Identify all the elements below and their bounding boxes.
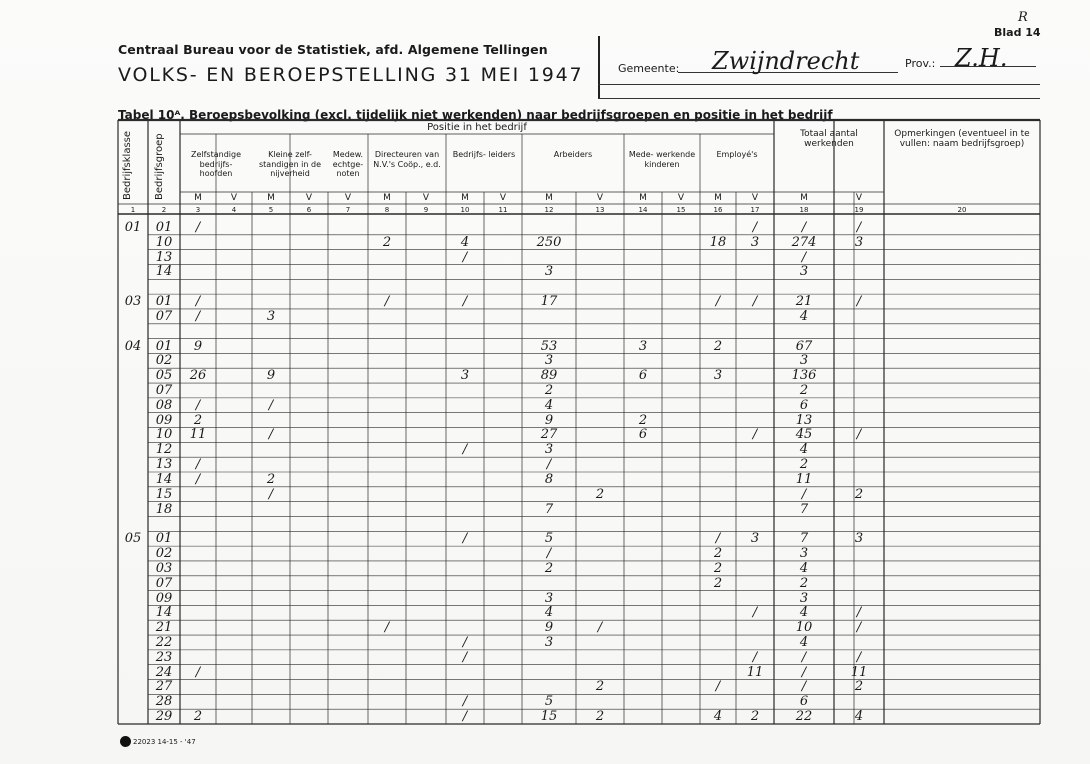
- mv-label: V: [305, 193, 313, 203]
- zelfstandige-header: Zelfstandige bedrijfs- hoofden: [190, 150, 242, 178]
- bedrijfsgroep-cell: 24: [155, 664, 173, 680]
- data-cell: 9: [544, 412, 554, 428]
- data-cell: /: [462, 294, 468, 310]
- bedrijfsgroep-cell: 07: [155, 575, 173, 591]
- column-number: 1: [130, 206, 136, 214]
- data-cell: 3: [799, 546, 809, 562]
- data-cell: 2: [713, 338, 723, 354]
- data-cell: 3: [750, 234, 760, 250]
- data-cell: 11: [189, 427, 207, 443]
- data-cell: 3: [544, 442, 554, 458]
- bedrijfsgroep-cell: 18: [155, 501, 173, 517]
- data-cell: 3: [638, 338, 648, 354]
- employes-header: Employé's: [716, 150, 758, 159]
- data-cell: /: [195, 294, 201, 310]
- bedrijfsgroep-cell: 13: [155, 457, 173, 473]
- mv-label: V: [422, 193, 430, 203]
- mv-label: M: [194, 193, 202, 203]
- data-cell: 89: [540, 368, 558, 384]
- data-cell: /: [856, 620, 862, 636]
- data-cell: /: [462, 442, 468, 458]
- data-cell: /: [801, 219, 807, 235]
- data-cell: 11: [795, 471, 813, 487]
- arbeiders-header: Arbeiders: [553, 150, 593, 159]
- data-cell: 2: [799, 575, 809, 591]
- mv-label: M: [800, 193, 808, 203]
- column-number: 7: [345, 206, 351, 214]
- bedrijfsgroep-cell: 10: [155, 234, 173, 250]
- mv-label: M: [267, 193, 275, 203]
- data-cell: 2: [595, 709, 605, 725]
- bedrijfsgroep-cell: 01: [155, 294, 173, 310]
- data-cell: 2: [713, 546, 723, 562]
- data-cell: /: [546, 457, 552, 473]
- bedrijfsgroep-cell: 21: [155, 620, 173, 636]
- data-cell: 9: [193, 338, 203, 354]
- column-number: 15: [676, 206, 686, 214]
- gemeente-label: Gemeente:: [618, 62, 680, 75]
- data-cell: /: [195, 397, 201, 413]
- data-cell: 7: [544, 501, 554, 517]
- column-number: 17: [750, 206, 760, 214]
- mv-label: V: [596, 193, 604, 203]
- mv-label: V: [499, 193, 507, 203]
- data-cell: 2: [595, 679, 605, 695]
- data-cell: /: [715, 679, 721, 695]
- bedrijfsklasse-cell: 03: [124, 294, 142, 310]
- data-cell: 3: [544, 353, 554, 369]
- bedrijfsgroep-cell: 07: [155, 382, 173, 398]
- bedrijfsklasse-cell: 01: [124, 219, 142, 235]
- bedrijfsgroep-cell: 05: [155, 368, 173, 384]
- data-cell: /: [462, 709, 468, 725]
- data-cell: 4: [544, 397, 554, 413]
- data-cell: 3: [854, 531, 864, 547]
- data-cell: 4: [460, 234, 470, 250]
- data-cell: 5: [544, 694, 554, 710]
- data-cell: 274: [791, 234, 817, 250]
- data-cell: /: [195, 308, 201, 324]
- printer-logo-icon: [120, 736, 131, 747]
- data-cell: 2: [854, 486, 864, 502]
- data-cell: /: [597, 620, 603, 636]
- bedrijfsgroep-cell: 01: [155, 338, 173, 354]
- data-cell: 4: [799, 560, 809, 576]
- medewerkende-echtgenoten-header: Medew. echtge- noten: [332, 150, 364, 178]
- data-cell: 9: [266, 368, 276, 384]
- data-cell: 2: [750, 709, 760, 725]
- data-cell: 6: [799, 694, 809, 710]
- mv-label: M: [714, 193, 722, 203]
- mv-label: M: [383, 193, 391, 203]
- bedrijfsgroep-cell: 07: [155, 308, 173, 324]
- bedrijfsklasse-header: Bedrijfsklasse: [122, 130, 133, 200]
- bedrijfsgroep-cell: 29: [155, 709, 173, 725]
- data-cell: 9: [544, 620, 554, 636]
- blad-number: Blad 14: [994, 26, 1041, 39]
- data-cell: /: [715, 294, 721, 310]
- data-cell: /: [195, 457, 201, 473]
- bedrijfsgroep-cell: 14: [155, 264, 173, 280]
- data-cell: 2: [382, 234, 392, 250]
- data-cell: 250: [536, 234, 562, 250]
- data-cell: 2: [544, 560, 554, 576]
- column-number: 5: [268, 206, 274, 214]
- data-cell: 11: [746, 664, 764, 680]
- data-cell: 2: [193, 412, 203, 428]
- column-number: 16: [713, 206, 723, 214]
- data-cell: /: [546, 546, 552, 562]
- column-number: 8: [384, 206, 390, 214]
- opmerkingen-header: Opmerkingen (eventueel in te vullen: naam bedrijfsgroep): [894, 129, 1030, 149]
- data-cell: 4: [799, 308, 809, 324]
- data-cell: 3: [799, 590, 809, 606]
- data-cell: 2: [595, 486, 605, 502]
- directeuren-header: Directeuren van N.V.'s Coöp., e.d.: [373, 150, 441, 169]
- column-number: 20: [957, 206, 967, 214]
- bedrijfsgroep-cell: 15: [155, 486, 173, 502]
- bedrijfsgroep-cell: 08: [155, 397, 173, 413]
- mv-label: V: [230, 193, 238, 203]
- bedrijfsgroep-cell: 14: [155, 605, 173, 621]
- data-cell: 3: [544, 590, 554, 606]
- bedrijfsgroep-cell: 01: [155, 219, 173, 235]
- bedrijfsgroep-cell: 03: [155, 560, 173, 576]
- column-number: 12: [544, 206, 554, 214]
- mv-label: V: [677, 193, 685, 203]
- column-number: 19: [854, 206, 864, 214]
- positie-header: Positie in het bedrijf: [427, 122, 527, 133]
- data-cell: /: [195, 664, 201, 680]
- column-number: 11: [498, 206, 508, 214]
- data-cell: /: [856, 294, 862, 310]
- bedrijfsgroep-cell: 22: [155, 634, 173, 650]
- data-cell: 3: [854, 234, 864, 250]
- data-cell: 4: [854, 709, 864, 725]
- data-cell: /: [856, 649, 862, 665]
- data-cell: /: [856, 427, 862, 443]
- bedrijfsgroep-cell: 12: [155, 442, 173, 458]
- data-cell: /: [462, 249, 468, 265]
- data-cell: 3: [544, 634, 554, 650]
- data-cell: 18: [709, 234, 727, 250]
- data-cell: /: [752, 649, 758, 665]
- form-title: VOLKS- EN BEROEPSTELLING 31 MEI 1947: [118, 64, 584, 86]
- column-number: 18: [799, 206, 809, 214]
- data-cell: 22: [795, 709, 813, 725]
- bedrijfsgroep-cell: 09: [155, 412, 173, 428]
- data-cell: 4: [544, 605, 554, 621]
- mv-label: M: [639, 193, 647, 203]
- data-cell: /: [384, 620, 390, 636]
- table-title: Tabel 10ᴬ. Beroepsbevolking (excl. tijdelijk niet werkenden) naar bedrijfsgroepen en positie in het bedrijf: [118, 108, 833, 122]
- data-cell: 2: [638, 412, 648, 428]
- data-cell: /: [715, 531, 721, 547]
- data-cell: 3: [266, 308, 276, 324]
- column-number: 13: [595, 206, 605, 214]
- data-cell: 2: [799, 382, 809, 398]
- data-cell: 2: [193, 709, 203, 725]
- gemeente-value: Zwijndrecht: [712, 47, 860, 75]
- data-cell: /: [462, 649, 468, 665]
- column-number: 10: [460, 206, 470, 214]
- mv-label: V: [751, 193, 759, 203]
- data-cell: 4: [799, 442, 809, 458]
- column-number: 14: [638, 206, 648, 214]
- data-cell: /: [856, 219, 862, 235]
- data-cell: 3: [713, 368, 723, 384]
- data-cell: /: [384, 294, 390, 310]
- column-number: 2: [161, 206, 167, 214]
- data-cell: 10: [795, 620, 813, 636]
- data-cell: 2: [799, 457, 809, 473]
- data-cell: 7: [799, 501, 809, 517]
- data-cell: 3: [799, 264, 809, 280]
- data-cell: 4: [799, 634, 809, 650]
- totaal-header: Totaal aantal werkenden: [800, 129, 858, 149]
- data-cell: 3: [460, 368, 470, 384]
- bedrijfsgroep-cell: 09: [155, 590, 173, 606]
- mv-label: M: [461, 193, 469, 203]
- data-cell: 2: [713, 575, 723, 591]
- data-cell: /: [462, 634, 468, 650]
- data-cell: /: [268, 397, 274, 413]
- data-cell: 8: [544, 471, 554, 487]
- prov-label: Prov.:: [905, 57, 936, 70]
- data-cell: 136: [791, 368, 817, 384]
- data-cell: 2: [713, 560, 723, 576]
- column-number: 4: [231, 206, 237, 214]
- bedrijfsgroep-cell: 02: [155, 353, 173, 369]
- data-cell: 27: [540, 427, 558, 443]
- data-cell: /: [801, 649, 807, 665]
- column-number: 3: [195, 206, 201, 214]
- column-number: 6: [306, 206, 312, 214]
- data-cell: /: [752, 219, 758, 235]
- bedrijfsgroep-cell: 10: [155, 427, 173, 443]
- data-cell: 53: [540, 338, 558, 354]
- data-cell: /: [801, 249, 807, 265]
- column-number: 9: [423, 206, 429, 214]
- bedrijfsklasse-cell: 05: [124, 531, 142, 547]
- bedrijfsgroep-cell: 14: [155, 471, 173, 487]
- bedrijfsgroep-cell: 01: [155, 531, 173, 547]
- data-cell: 3: [799, 353, 809, 369]
- data-cell: /: [801, 664, 807, 680]
- mv-label: V: [344, 193, 352, 203]
- data-cell: /: [752, 294, 758, 310]
- data-cell: 3: [544, 264, 554, 280]
- bedrijfsleiders-header: Bedrijfs- leiders: [452, 150, 516, 159]
- data-cell: /: [801, 486, 807, 502]
- data-cell: /: [752, 427, 758, 443]
- data-cell: /: [462, 694, 468, 710]
- bedrijfsgroep-cell: 27: [155, 679, 173, 695]
- data-cell: 2: [266, 471, 276, 487]
- data-cell: 6: [638, 368, 648, 384]
- data-cell: 11: [850, 664, 868, 680]
- bedrijfsgroep-cell: 28: [155, 694, 173, 710]
- data-cell: 7: [799, 531, 809, 547]
- blad-mark: R: [1018, 10, 1028, 25]
- bedrijfsklasse-cell: 04: [124, 338, 142, 354]
- mv-label: M: [545, 193, 553, 203]
- data-cell: 6: [638, 427, 648, 443]
- data-cell: 13: [795, 412, 813, 428]
- data-cell: /: [856, 605, 862, 621]
- data-cell: /: [195, 219, 201, 235]
- bedrijfsgroep-cell: 23: [155, 649, 173, 665]
- data-cell: /: [462, 531, 468, 547]
- data-cell: 6: [799, 397, 809, 413]
- kleine-zelfstandigen-header: Kleine zelf- standigen in de nijverheid: [258, 150, 322, 178]
- bedrijfsgroep-cell: 13: [155, 249, 173, 265]
- data-cell: /: [195, 471, 201, 487]
- data-cell: 17: [540, 294, 558, 310]
- data-cell: 4: [799, 605, 809, 621]
- bedrijfsgroep-cell: 02: [155, 546, 173, 562]
- data-cell: 21: [795, 294, 813, 310]
- data-cell: 5: [544, 531, 554, 547]
- print-code: 22023 14-15 - '47: [133, 738, 196, 746]
- data-cell: /: [268, 486, 274, 502]
- data-cell: /: [268, 427, 274, 443]
- data-cell: 2: [544, 382, 554, 398]
- prov-value: Z.H.: [955, 44, 1008, 72]
- data-cell: 4: [713, 709, 723, 725]
- data-cell: 3: [750, 531, 760, 547]
- data-cell: 15: [540, 709, 558, 725]
- bedrijfsgroep-header: Bedrijfsgroep: [154, 133, 165, 200]
- data-cell: /: [752, 605, 758, 621]
- data-cell: 26: [189, 368, 207, 384]
- data-cell: 45: [795, 427, 813, 443]
- mv-label: V: [855, 193, 863, 203]
- medewerkende-kinderen-header: Mede- werkende kinderen: [628, 150, 696, 169]
- data-cell: 2: [854, 679, 864, 695]
- organisation-line: Centraal Bureau voor de Statistiek, afd. Algemene Tellingen: [118, 42, 548, 57]
- data-cell: 67: [795, 338, 813, 354]
- data-cell: /: [801, 679, 807, 695]
